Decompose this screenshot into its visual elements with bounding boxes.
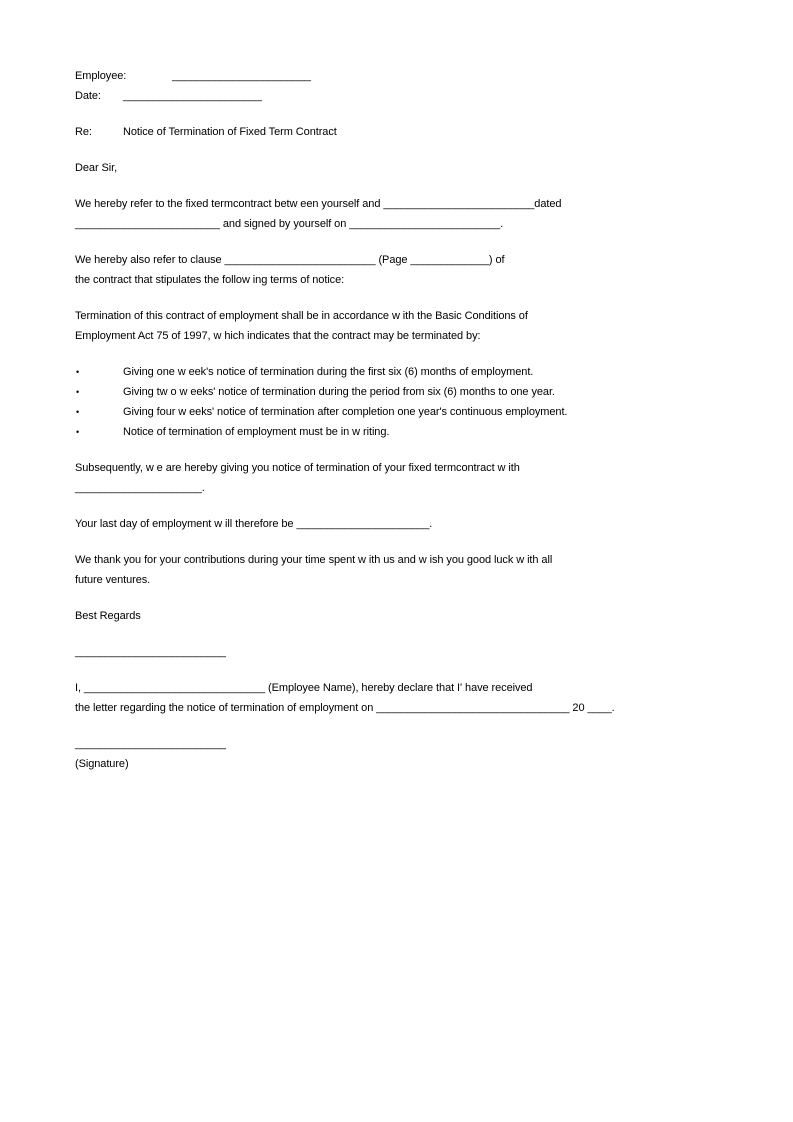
paragraph-line: I, ______________________________ (Employee Name), hereby declare that I' have received: [75, 682, 533, 694]
re-subject-row: [75, 122, 575, 142]
employee-field-row: [75, 66, 575, 86]
paragraph-line: We hereby refer to the fixed termcontract betw een yourself and _________________________dated: [75, 198, 562, 210]
closing: Best Regards: [75, 610, 141, 622]
date-field-row: [75, 86, 575, 106]
bullet-item: [75, 362, 575, 382]
bullet-icon: •: [76, 387, 80, 397]
notice-party-blank-line: _____________________.: [75, 482, 205, 494]
bullet-text: Giving one w eek's notice of termination during the first six (6) months of employment.: [123, 366, 534, 378]
employee-signature-block: [75, 734, 575, 774]
re-label: Re:: [75, 126, 92, 138]
bullet-icon: •: [76, 367, 80, 377]
bullet-icon: •: [76, 427, 80, 437]
paragraph-line: We thank you for your contributions during your time spent w ith us and w ish you good luck w ith all: [75, 554, 553, 566]
signature-caption: (Signature): [75, 758, 129, 770]
employee-label: Employee:: [75, 70, 127, 82]
bullet-item: [75, 382, 575, 402]
bullet-text: Giving tw o w eeks' notice of termination during the period from six (6) months to one year.: [123, 386, 555, 398]
bullet-text: Notice of termination of employment must be in w riting.: [123, 426, 390, 438]
date-label: Date:: [75, 90, 101, 102]
header-fields-block: [75, 66, 575, 106]
paragraph-line: Subsequently, w e are hereby giving you notice of termination of your fixed termcontract w ith: [75, 462, 520, 474]
paragraph-thanks: [75, 550, 575, 590]
date-blank-line: _______________________: [123, 90, 262, 102]
paragraph-contract-reference: [75, 194, 575, 234]
paragraph-clause-reference: [75, 250, 575, 290]
paragraph-line: Termination of this contract of employment shall be in accordance w ith the Basic Conditions of: [75, 310, 528, 322]
salutation: Dear Sir,: [75, 162, 118, 174]
bullet-item: [75, 422, 575, 442]
paragraph-line: future ventures.: [75, 574, 151, 586]
bullet-text: Giving four w eeks' notice of termination after completion one year's continuous employment.: [123, 406, 568, 418]
paragraph-line: Employment Act 75 of 1997, w hich indicates that the contract may be terminated by:: [75, 330, 481, 342]
paragraph-line: ________________________ and signed by yourself on _________________________.: [75, 218, 504, 230]
bullet-icon: •: [76, 407, 80, 417]
bullet-item: [75, 402, 575, 422]
paragraph-termination-conditions: [75, 306, 575, 346]
paragraph-notice-given: [75, 458, 575, 498]
paragraph-line: We hereby also refer to clause _________________________ (Page _____________) of: [75, 254, 505, 266]
paragraph-line: the letter regarding the notice of termination of employment on ________________________________ 20 ____.: [75, 702, 615, 714]
paragraph-line: the contract that stipulates the follow ing terms of notice:: [75, 274, 345, 286]
notice-terms-bullet-list: [75, 362, 575, 442]
paragraph-last-day: Your last day of employment w ill therefore be ______________________.: [75, 518, 433, 530]
re-subject: Notice of Termination of Fixed Term Contract: [123, 126, 337, 138]
manager-signature-line: _________________________: [75, 646, 226, 658]
employee-blank-line: _______________________: [172, 70, 311, 82]
letter-content: [75, 66, 615, 790]
paragraph-employee-declaration: [75, 678, 615, 718]
employee-signature-line: _________________________: [75, 738, 226, 750]
